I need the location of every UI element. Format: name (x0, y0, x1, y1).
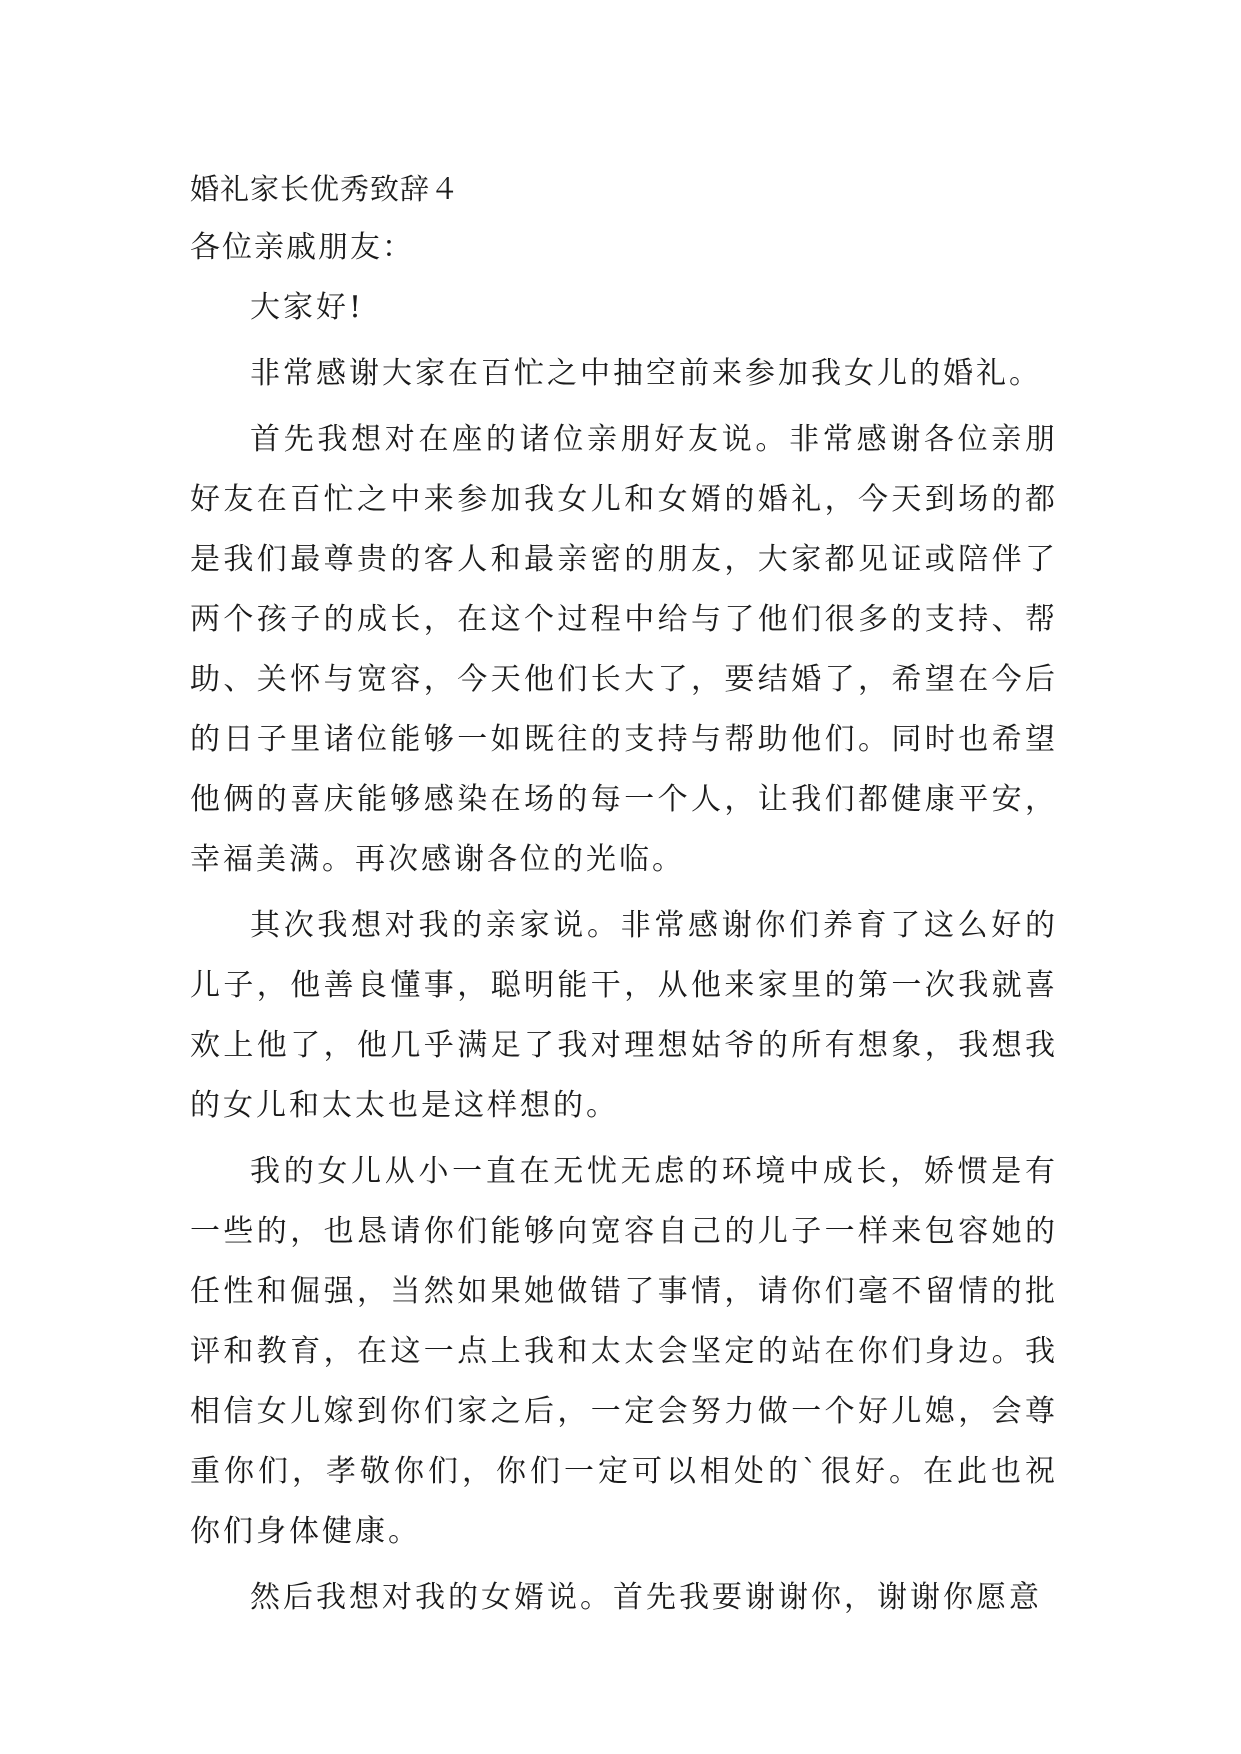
paragraph-thanks: 非常感谢大家在百忙之中抽空前来参加我女儿的婚礼。 (250, 356, 1042, 391)
paragraph-to-in-laws: 其次我想对我的亲家说。非常感谢你们养育了这么好的儿子，他善良懂事，聪明能干，从他来家里的第一次我就喜欢上他了，他几乎满足了我对理想姑爷的所有想象，我想我的女儿和太太也是这样想的。 (190, 908, 1058, 1123)
paragraph-greeting: 大家好! (250, 290, 365, 325)
document-title: 婚礼家长优秀致辞４ (190, 172, 461, 206)
paragraph-to-son-in-law: 然后我想对我的女婿说。首先我要谢谢你，谢谢你愿意 (250, 1580, 1042, 1615)
document-body (190, 160, 1058, 1634)
salutation: 各位亲戚朋友： (190, 230, 414, 265)
paragraph-to-guests: 首先我想对在座的诸位亲朋好友说。非常感谢各位亲朋好友在百忙之中来参加我女儿和女婿的婚礼，今天到场的都是我们最尊贵的客人和最亲密的朋友，大家都见证或陪伴了两个孩子的成长，在这个过程中给与了他们很多的支持、帮助、关怀与宽容，今天他们长大了，要结婚了，希望在今后的日子里诸位能够一如既往的支持与帮助他们。同时也希望他俩的喜庆能够感染在场的每一个人，让我们都健康平安，幸福美满。再次感谢各位的光临。 (190, 422, 1058, 877)
paragraph-about-daughter: 我的女儿从小一直在无忧无虑的环境中成长，娇惯是有一些的，也恳请你们能够向宽容自己的儿子一样来包容她的任性和倔强，当然如果她做错了事情，请你们毫不留情的批评和教育，在这一点上我和太太会坚定的站在你们身边。我相信女儿嫁到你们家之后，一定会努力做一个好儿媳，会尊重你们，孝敬你们，你们一定可以相处的`很好。在此也祝你们身体健康。 (190, 1154, 1058, 1549)
